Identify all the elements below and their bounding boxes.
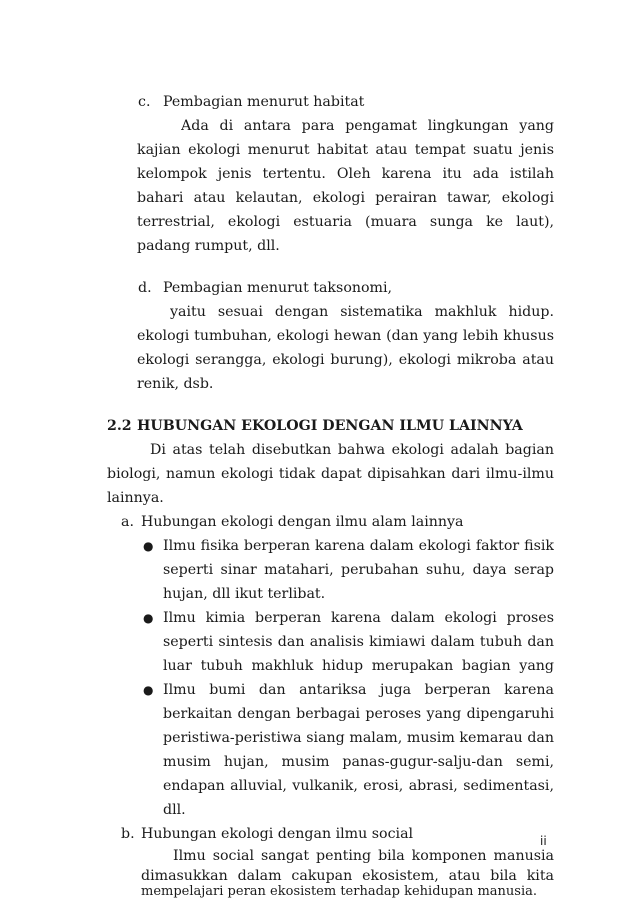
page-number: ii: [540, 834, 547, 848]
bullet-icon: ●: [143, 683, 154, 697]
subsection-b-heading: Hubungan ekologi dengan ilmu social: [141, 826, 414, 842]
paragraph-line: lainnya.: [107, 490, 164, 506]
paragraph-line: Ada di antara para pengamat lingkungan yang: [181, 118, 554, 134]
paragraph-line: Di atas telah disebutkan bahwa ekologi adalah bagian: [150, 442, 554, 458]
paragraph-line: ekologi serangga, ekologi burung), ekologi mikroba atau: [137, 352, 554, 368]
bullet-line: Ilmu kimia berperan karena dalam ekologi proses: [163, 610, 554, 626]
bullet-line: musim hujan, musim panas-gugur-salju-dan semi,: [163, 754, 554, 770]
paragraph-line: biologi, namun ekologi tidak dapat dipisahkan dari ilmu-ilmu: [107, 466, 554, 482]
list-marker-b: b.: [121, 826, 135, 842]
paragraph-line: bahari atau kelautan, ekologi perairan tawar, ekologi: [137, 190, 554, 206]
bullet-line: seperti sintesis dan analisis kimiawi dalam tubuh dan: [163, 634, 554, 650]
bullet-line: Ilmu bumi dan antariksa juga berperan karena: [163, 682, 554, 698]
bullet-line: berkaitan dengan berbagai peroses yang dipengaruhi: [163, 706, 554, 722]
section-c-heading: Pembagian menurut habitat: [163, 94, 365, 110]
bullet-line: luar tubuh makhluk hidup merupakan bagian yang: [163, 658, 554, 674]
chapter-title: HUBUNGAN EKOLOGI DENGAN ILMU LAINNYA: [137, 418, 523, 434]
section-d-heading: Pembagian menurut taksonomi,: [163, 280, 393, 296]
bullet-line: seperti sinar matahari, perubahan suhu, daya serap: [163, 562, 554, 578]
paragraph-line: mempelajari peran ekosistem terhadap kehidupan manusia.: [141, 884, 538, 899]
list-marker-a: a.: [121, 514, 134, 530]
list-marker-c: c.: [138, 94, 151, 110]
bullet-icon: ●: [143, 539, 154, 553]
paragraph-line: renik, dsb.: [137, 376, 214, 392]
paragraph-line: kelompok jenis tertentu. Oleh karena itu ada istilah: [137, 166, 554, 182]
bullet-line: hujan, dll ikut terlibat.: [163, 586, 326, 602]
bullet-line: Ilmu fisika berperan karena dalam ekologi faktor fisik: [163, 538, 554, 554]
subsection-a-heading: Hubungan ekologi dengan ilmu alam lainnya: [141, 514, 464, 530]
paragraph-line: Ilmu social sangat penting bila komponen manusia: [173, 848, 554, 864]
bullet-icon: ●: [143, 611, 154, 625]
paragraph-line: kajian ekologi menurut habitat atau tempat suatu jenis: [137, 142, 554, 158]
list-marker-d: d.: [138, 280, 152, 296]
paragraph-line: dimasukkan dalam cakupan ekosistem, atau bila kita: [141, 868, 554, 884]
bullet-line: endapan alluvial, vulkanik, erosi, abrasi, sedimentasi,: [163, 778, 554, 794]
paragraph-line: ekologi tumbuhan, ekologi hewan (dan yang lebih khusus: [137, 328, 554, 344]
paragraph-line: terrestrial, ekologi estuaria (muara sunga ke laut),: [137, 214, 554, 230]
paragraph-line: padang rumput, dll.: [137, 238, 280, 254]
bullet-line: peristiwa-peristiwa siang malam, musim kemarau dan: [163, 730, 554, 746]
bullet-line: dll.: [163, 802, 186, 818]
chapter-number: 2.2: [107, 418, 132, 434]
paragraph-line: yaitu sesuai dengan sistematika makhluk hidup.: [170, 304, 554, 320]
